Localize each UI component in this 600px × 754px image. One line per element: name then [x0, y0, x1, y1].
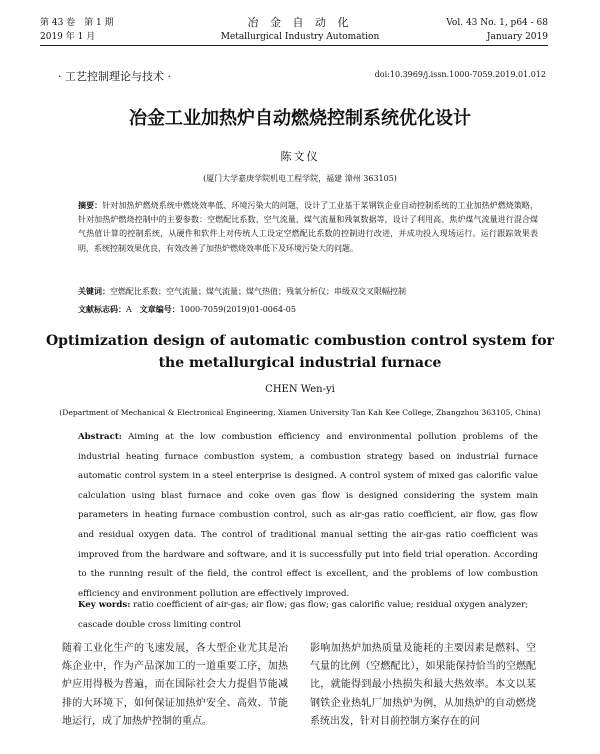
- title-en: Optimization design of automatic combustion control system for the metallurgical industrial furnace: [45, 333, 554, 371]
- abstract-cn-label: 摘要：: [78, 200, 103, 210]
- author-cn: 陈文仪: [280, 150, 320, 163]
- section-label: · 工艺控制理论与技术 ·: [58, 70, 171, 83]
- body-column-left: 随着工业化生产的飞速发展，各大型企业尤其是冶炼企业中，作为产品深加工的一道重要工序，加热炉应用得极为普遍，而在国际社会大力提倡节能减排的大环境下，如何保证加热炉安全、高效、节能地运行，成了加热炉控制的重点。: [62, 643, 288, 727]
- journal-volume-en: [446, 16, 548, 44]
- journal-name-en: Metallurgical Industry Automation: [220, 32, 380, 42]
- title-cn: 冶金工业加热炉自动燃烧控制系统优化设计: [129, 108, 471, 129]
- date-cn: 2019 年 1 月: [40, 32, 96, 42]
- doi: doi:10.3969/j.issn.1000-7059.2019.01.012: [374, 70, 546, 79]
- doc-code-value: A: [126, 305, 132, 314]
- journal-name: [200, 16, 400, 44]
- date-en: January 2019: [486, 32, 548, 42]
- author-en: CHEN Wen-yi: [265, 384, 335, 395]
- doc-code-label: 文献标志码：: [78, 304, 126, 314]
- header-rule: [40, 45, 548, 46]
- journal-volume-cn: [40, 16, 114, 44]
- abstract-en-text: Aiming at the low combustion efficiency and environmental pollution problems of the industrial heating furnace combustion system, a combustion strategy based on industrial furnace automatic control system in a steel enterprise is designed. A control system of mixed gas calorific value calculation using blast furnace and coke oven gas flow is designed considering the system main parameters in heating furnace combustion control, such as air-gas ratio coefficient, air flow, gas flow and residual oxygen data. The control of traditional manual setting the air-gas ratio coefficient was improved from the hardware and software, and it is successfully put into field trial operation. According to the running result of the field, the control effect is excellent, and the problems of low combustion efficiency and environment pollution are effectively improved.: [78, 432, 539, 599]
- keywords-en: [78, 596, 538, 635]
- body-column-right: 影响加热炉加热质量及能耗的主要因素是燃料、空气量的比例（空燃配比），如果能保持恰当的空燃配比，就能得到最小热损失和最大热效率。本文以某钢铁企业热轧厂加热炉为例，从加热炉的自动燃烧系统出发，针对目前控制方案存在的问: [310, 643, 536, 727]
- volume-issue-cn: 第 43 卷 第 1 期: [40, 18, 114, 28]
- keywords-en-text: ratio coefficient of air-gas; air flow; gas flow; gas calorific value; residual oxygen analyzer; cascade double cross limiting control: [78, 600, 529, 630]
- volume-issue-en: Vol. 43 No. 1, p64 - 68: [446, 18, 548, 28]
- keywords-cn-text: 空燃配比系数；空气流量；煤气流量；煤气热值；残氧分析仪；串级双交叉限幅控制: [110, 287, 406, 296]
- article-no-value: 1000-7059(2019)01-0064-05: [179, 305, 296, 314]
- abstract-en-label: Abstract:: [78, 432, 122, 442]
- classification-cn: [78, 302, 538, 317]
- keywords-cn: [78, 284, 538, 299]
- abstract-cn-text: 针对加热炉燃烧系统中燃烧效率低、环境污染大的问题，设计了工业基于某钢铁企业自动控制系统的工业加热炉燃烧策略，针对加热炉燃烧控制中的主要参数：空燃配比系数、空气流量、煤气流量和残氧数据等，设计了利用高、焦炉煤气流量进行混合煤气热值计算的控制系统，从硬件和软件上对传统人工设定空燃配比系数的控制进行改进，并成功投入现场运行。运行跟踪效果表明，系统控制效果优良，有效改善了加热炉燃烧效率低下及环境污染大的问题。: [78, 201, 538, 253]
- article-no-label: 文章编号：: [139, 304, 180, 314]
- affiliation-cn: (厦门大学嘉庚学院机电工程学院，福建 漳州 363105): [203, 174, 397, 183]
- journal-name-cn: 冶 金 自 动 化: [247, 16, 353, 29]
- abstract-en: [78, 428, 538, 604]
- affiliation-en: (Department of Mechanical & Electronical Engineering, Xiamen University Tan Kah Kee College, Zhangzhou 363105, China): [59, 408, 541, 417]
- keywords-en-label: Key words:: [78, 600, 131, 610]
- keywords-cn-label: 关键词：: [78, 286, 110, 296]
- abstract-cn: [78, 198, 538, 256]
